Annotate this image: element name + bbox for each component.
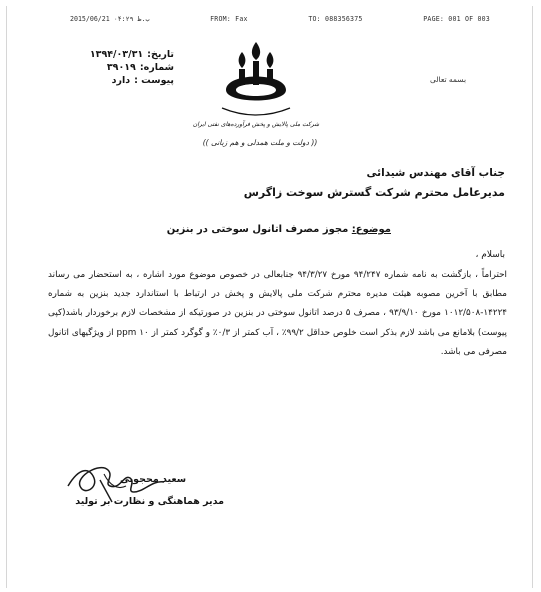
basmala: بسمه تعالی [430, 75, 467, 84]
company-name: شرکت ملی پالایش و پخش فرآورده‌های نفتی ایران [192, 121, 320, 128]
greeting: باسلام ، [475, 250, 505, 260]
recipient-title: مدیرعامل محترم شرکت گسترش سوخت زاگرس [243, 186, 505, 199]
meta-attachment: پیوست : دارد [111, 75, 174, 86]
signatory-name: سعید محجوبی [120, 474, 187, 485]
meta-date: تاریخ: ۱۳۹۴/۰۳/۳۱ [89, 49, 174, 60]
signatory-title: مدیر هماهنگی و نظارت بر تولید [75, 496, 224, 507]
fax-from: FROM: Fax [210, 15, 248, 23]
meta-number: شماره: ۳۹۰۱۹ [106, 62, 174, 73]
letter-body: احتراماً ، بازگشت به نامه شماره ۹۴/۲۴۷ مورخ ۹۴/۳/۲۷ جنابعالی در خصوص موضوع مورد اشاره ، به استحضار می رساند مطابق با آخرین مصوبه هیئت مدیره محترم شرکت ملی پالایش و پخش در ارتباط با استاندارد جدید بنزین به شماره ۱۴۲۲۴-۱۰۱۲/۵۰۸ مورخ ۹۳/۹/۱۰ ، مصرف ۵ درصد اتانول سوختی در بنزین در صورتیکه از مشخصات لازم برخوردار باشد(کپی پیوست) بلامانع می باشد لازم بذکر است خلوص حداقل ۹۹/۲٪ ، آب کمتر از ۰/۳٪ و گوگرد کمتر از ۱۰ ppm از ویژگیهای اتانول مصرفی می باشد. [48, 270, 508, 357]
recipient-name: جناب آقای مهندس شیدائی [366, 167, 505, 179]
fax-page-count: PAGE: 001 OF 003 [423, 15, 490, 23]
slogan: (( دولت و ملت همدلی و هم زبانی )) [202, 138, 318, 147]
subject-label: موضوع: [351, 224, 391, 235]
subject-line [167, 224, 391, 235]
fax-to: TO: 088356375 [308, 15, 363, 23]
recipient-block [244, 164, 505, 202]
fax-header [70, 15, 490, 23]
subject-text: مجوز مصرف اتانول سوختی در بنزین [166, 224, 349, 235]
company-logo-icon [192, 38, 320, 134]
fax-datetime: 2015/06/21 ب.ظ ۰۴:۲۹ [70, 15, 150, 23]
letter-meta [44, 48, 174, 87]
